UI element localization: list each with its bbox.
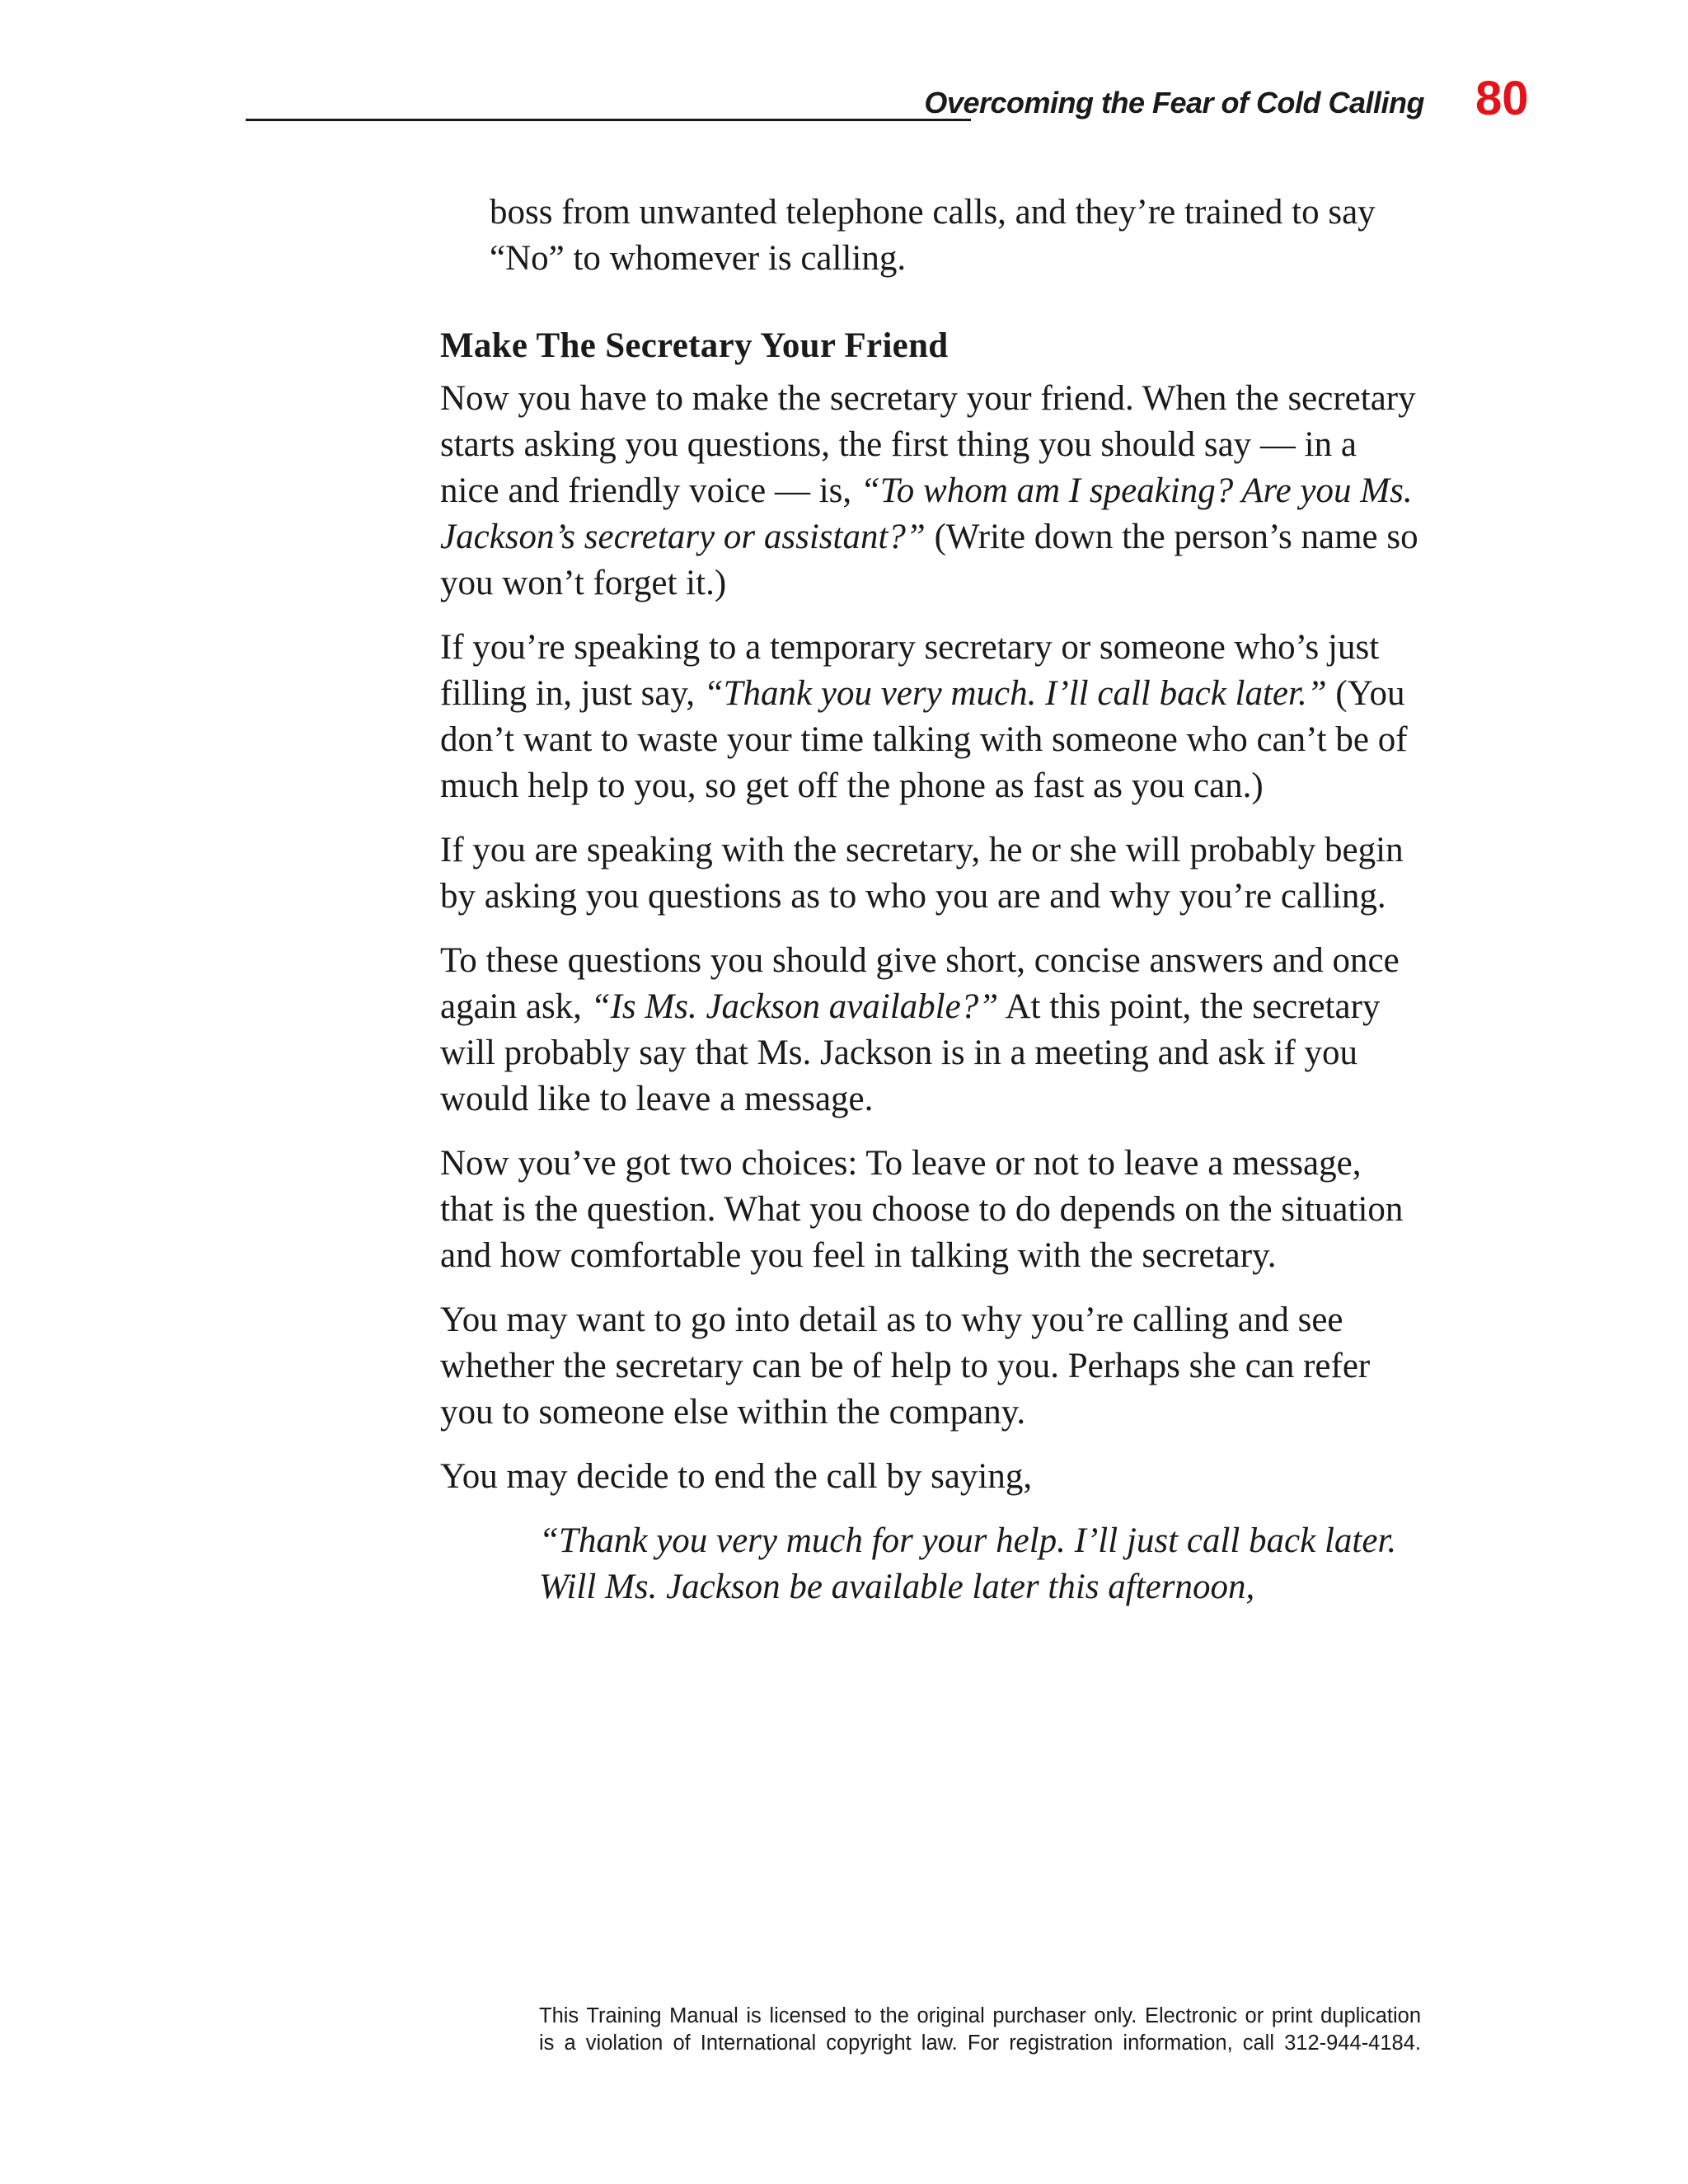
page-number: 80 [1475,72,1529,125]
paragraph-2 [440,625,1421,809]
paragraph-1-text-a: Now you have to make the secretary your friend. When the secretary starts asking you questions, the first thing you should say — in a nice and friendly voice — is, [440,379,1416,510]
paragraph-7: You may decide to end the call by saying, [440,1457,1033,1496]
paragraph-2-quote: “Thank you very much. I’ll call back later.” [703,674,1327,713]
section-heading: Make The Secretary Your Friend [440,326,949,365]
header-rule [246,119,971,121]
paragraph-2-text-c: (You don’t want to waste your time talking with someone who can’t be of much help to you, so get off the phone as fast as you can.) [440,674,1408,805]
block-quote: “Thank you very much for your help. I’ll just call back later. Will Ms. Jackson be available later this afternoon, [539,1521,1397,1606]
continuation-paragraph: boss from unwanted telephone calls, and they’re trained to say “No” to whomever is calling. [490,193,1376,278]
page-header [0,0,1688,140]
paragraph-5: Now you’ve got two choices: To leave or not to leave a message, that is the question. What you choose to do depends on the situation and how comfortable you feel in talking with the secretary. [440,1144,1404,1275]
paragraph-1 [440,376,1421,607]
body-content [440,190,1421,1629]
paragraph-2-text-a: If you’re speaking to a temporary secretary or someone who’s just filling in, just say, [440,628,1380,713]
paragraph-1-quote: “To whom am I speaking? Are you Ms. Jackson’s secretary or assistant?” [440,471,1413,556]
running-title: Overcoming the Fear of Cold Calling [924,86,1424,120]
paragraph-4-text-a: To these questions you should give short, concise answers and once again ask, [440,941,1400,1026]
paragraph-6: You may want to go into detail as to why you’re calling and see whether the secretary can be of help to you. Perhaps she can refer you to someone else within the company. [440,1301,1371,1432]
paragraph-4 [440,938,1421,1122]
footer-line-1: This Training Manual is licensed to the original purchaser only. Electronic or print duplication [539,2004,1421,2027]
paragraph-4-quote: “Is Ms. Jackson available?” [590,987,999,1026]
copyright-footer [539,2003,1421,2057]
paragraph-4-text-c: At this point, the secretary will probably say that Ms. Jackson is in a meeting and ask if you would like to leave a message. [440,987,1381,1118]
footer-line-2: is a violation of International copyright law. For registration information, call 312-944-4184. [539,2032,1421,2055]
paragraph-3: If you are speaking with the secretary, he or she will probably begin by asking you questions as to who you are and why you’re calling. [440,831,1404,916]
paragraph-1-text-c: (Write down the person’s name so you won’t forget it.) [440,518,1418,602]
